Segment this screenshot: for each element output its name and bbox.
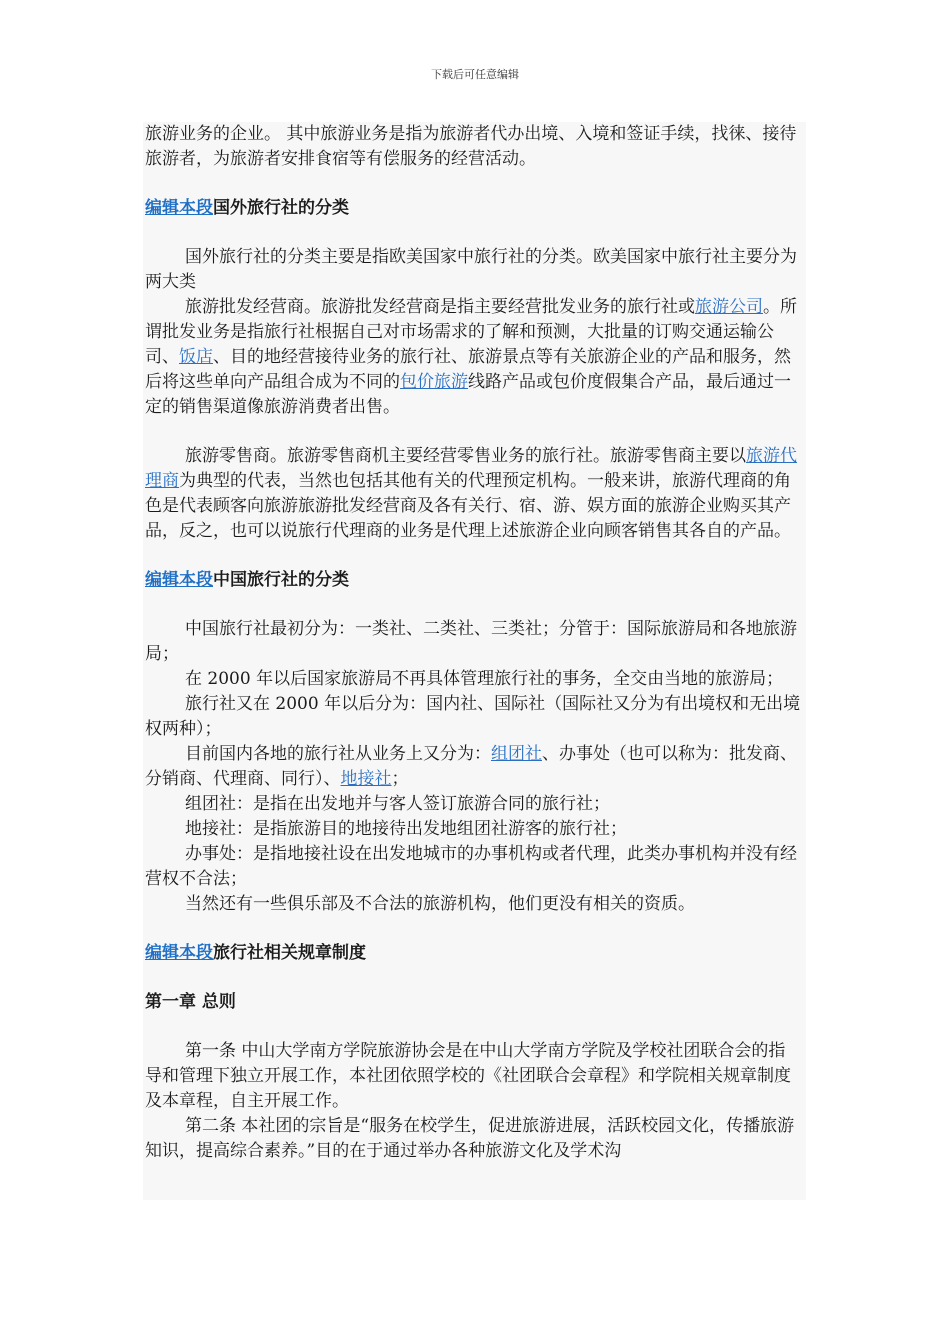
section-heading-rules <box>145 941 802 966</box>
paragraph: 旅行社又在 2000 年以后分为：国内社、国际社（国际社又分为有出境权和无出境权两种）； <box>145 694 801 739</box>
section-heading-china <box>145 568 802 593</box>
paragraph: 办事处：是指地接社设在出发地城市的办事机构或者代理，此类办事机构并没有经营权不合法； <box>145 844 797 889</box>
paragraph: 旅游批发经营商。旅游批发经营商是指主要经营批发业务的旅行社或旅游公司。所谓批发业务是指旅行社根据自己对市场需求的了解和预测，大批量的订购交通运输公司、饭店、目的地经营接待业务的旅行社、旅游景点等有关旅游企业的产品和服务，然后将这些单向产品组合成为不同的包价旅游线路产品或包价度假集合产品，最后通过一定的销售渠道像旅游消费者出售。 <box>145 297 797 417</box>
paragraph: 在 2000 年以后国家旅游局不再具体管理旅行社的事务，全交由当地的旅游局； <box>185 669 784 689</box>
section-heading-foreign <box>145 196 802 221</box>
link-travel-company[interactable]: 旅游公司 <box>695 297 763 317</box>
edit-section-link[interactable]: 编辑本段 <box>145 943 213 963</box>
edit-section-link[interactable]: 编辑本段 <box>145 570 213 590</box>
paragraph: 第一条 中山大学南方学院旅游协会是在中山大学南方学院及学校社团联合会的指导和管理下独立开展工作，本社团依照学校的《社团联合会章程》和学院相关规章制度及本章程，自主开展工作。 <box>145 1041 791 1111</box>
paragraph: 国外旅行社的分类主要是指欧美国家中旅行社的分类。欧美国家中旅行社主要分为两大类 <box>145 247 797 292</box>
section-title: 国外旅行社的分类 <box>213 198 349 218</box>
page-header-note: 下载后可任意编辑 <box>431 68 519 81</box>
section-title: 中国旅行社的分类 <box>213 570 349 590</box>
intro-paragraph: 旅游业务的企业。 其中旅游业务是指为旅游者代办出境、入境和签证手续，找徕、接待旅游者，为旅游者安排食宿等有偿服务的经营活动。 <box>145 124 797 169</box>
link-package-tour[interactable]: 包价旅游 <box>400 372 468 392</box>
paragraph: 当然还有一些俱乐部及不合法的旅游机构，他们更没有相关的资质。 <box>185 894 695 914</box>
paragraph: 组团社：是指在出发地并与客人签订旅游合同的旅行社； <box>185 794 610 814</box>
paragraph: 第二条 本社团的宗旨是“服务在校学生，促进旅游进展，活跃校园文化，传播旅游知识，提高综合素养。”目的在于通过举办各种旅游文化及学术沟 <box>145 1116 795 1161</box>
link-tour-organizer[interactable]: 组团社 <box>491 744 542 764</box>
section-title: 旅行社相关规章制度 <box>213 943 366 963</box>
link-ground-operator[interactable]: 地接社 <box>340 769 392 789</box>
link-hotel[interactable]: 饭店 <box>179 347 213 367</box>
paragraph: 旅游零售商。旅游零售商机主要经营零售业务的旅行社。旅游零售商主要以旅游代理商为典型的代表，当然也包括其他有关的代理预定机构。一般来讲，旅游代理商的角色是代表顾客向旅游旅游批发经营商及各有关行、宿、游、娱方面的旅游企业购买其产品，反之，也可以说旅行代理商的业务是代理上述旅游企业向顾客销售其各自的产品。 <box>145 446 797 541</box>
document-body <box>143 122 806 1200</box>
edit-section-link[interactable]: 编辑本段 <box>145 198 213 218</box>
chapter-title: 第一章 总则 <box>145 992 236 1012</box>
paragraph: 中国旅行社最初分为：一类社、二类社、三类社；分管于：国际旅游局和各地旅游局； <box>145 619 797 664</box>
paragraph: 地接社：是指旅游目的地接待出发地组团社游客的旅行社； <box>185 819 627 839</box>
link-travel-agent[interactable]: 旅游代理商 <box>145 446 797 491</box>
paragraph: 目前国内各地的旅行社从业务上又分为：组团社、办事处（也可以称为：批发商、分销商、代理商、同行）、地接社； <box>145 744 797 789</box>
